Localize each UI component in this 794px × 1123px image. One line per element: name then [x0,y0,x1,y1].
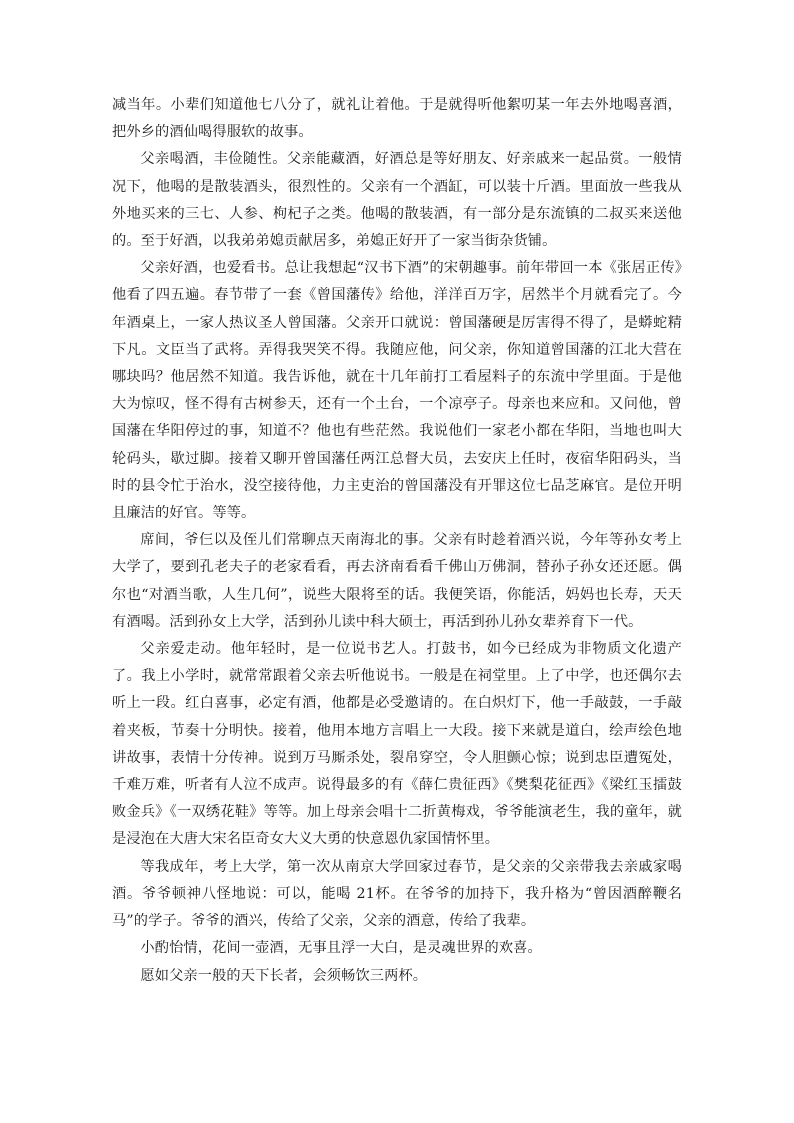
paragraph-1: 减当年。小辈们知道他七八分了，就礼让着他。于是就得听他絮叨某一年去外地喝喜酒，把外乡的酒仙喝得服软的故事。 [112,97,682,141]
paragraph-3: 父亲好酒，也爱看书。总让我想起“汉书下酒”的宋朝趣事。前年带回一本《张居正传》他看了四五遍。春节带了一套《曾国藩传》给他，洋洋百万字，居然半个月就看完了。今年酒桌上，一家人热议圣人曾国藩。父亲开口就说：曾国藩硬是厉害得不得了，是蟒蛇精下凡。文臣当了武将。弄得我哭笑不得。我随应他，问父亲，你知道曾国藩的江北大营在哪块吗？他居然不知道。我告诉他，就在十几年前打工看屋料子的东流中学里面。于是他大为惊叹，怪不得有古树参天，还有一个土台，一个凉亭子。母亲也来应和。又问他，曾国藩在华阳停过的事，知道不？他也有些茫然。我说他们一家老小都在华阳，当地也叫大轮码头，歇过脚。接着又聊开曾国藩任两江总督大员，去安庆上任时，夜宿华阳码头，当时的县令忙于治水，没空接待他，力主吏治的曾国藩没有开罪这位七品芝麻官。是位开明且廉洁的好官。等等。 [112,260,682,522]
paragraph-4: 席间，爷仨以及侄儿们常聊点天南海北的事。父亲有时趁着酒兴说，今年等孙女考上大学了，要到孔老夫子的老家看看，再去济南看看千佛山万佛洞，替孙子孙女还还愿。偶尔也“对酒当歌，人生几何”，说些大限将至的话。我便笑语，你能活，妈妈也长寿，天天有酒喝。活到孙女上大学，活到孙儿读中科大硕士，再活到孙儿孙女辈养育下一代。 [112,532,682,630]
paragraph-7: 小酌怡情，花间一壶酒，无事且浮一大白，是灵魂世界的欢喜。 [140,940,542,957]
paragraph-6: 等我成年，考上大学，第一次从南京大学回家过春节，是父亲的父亲带我去亲戚家喝酒。爷爷顿神八怪地说：可以，能喝 21杯。在爷爷的加持下，我升格为“曾因酒醉鞭名马”的学子。爷爷的酒兴，传给了父亲，父亲的酒意，传给了我辈。 [112,858,682,930]
document-body [112,92,682,990]
paragraph-8: 愿如父亲一般的天下长者，会须畅饮三两杯。 [140,967,428,984]
paragraph-5: 父亲爱走动。他年轻时，是一位说书艺人。打鼓书，如今已经成为非物质文化遗产了。我上小学时，就常常跟着父亲去听他说书。一般是在祠堂里。上了中学，也还偶尔去听上一段。红白喜事，必定有酒，他都是必受邀请的。在白炽灯下，他一手敲鼓，一手敲着夹板，节奏十分明快。接着，他用本地方言唱上一大段。接下来就是道白，绘声绘色地讲故事，表情十分传神。说到万马厮杀处，裂帛穿空，令人胆颤心惊；说到忠臣遭冤处，千难万难，听者有人泣不成声。说得最多的有《薛仁贵征西》《樊梨花征西》《梁红玉擂鼓败金兵》《一双绣花鞋》等等。加上母亲会唱十二折黄梅戏，爷爷能演老生，我的童年，就是浸泡在大唐大宋名臣奇女大义大勇的快意恩仇家国情怀里。 [112,641,682,848]
paragraph-2: 父亲喝酒，丰俭随性。父亲能藏酒，好酒总是等好朋友、好亲戚来一起品赏。一般情况下，他喝的是散装酒头，很烈性的。父亲有一个酒缸，可以装十斤酒。里面放一些我从外地买来的三七、人参、枸杞子之类。他喝的散装酒，有一部分是东流镇的二叔买来送他的。至于好酒，以我弟弟媳贡献居多，弟媳正好开了一家当街杂货铺。 [112,151,682,250]
